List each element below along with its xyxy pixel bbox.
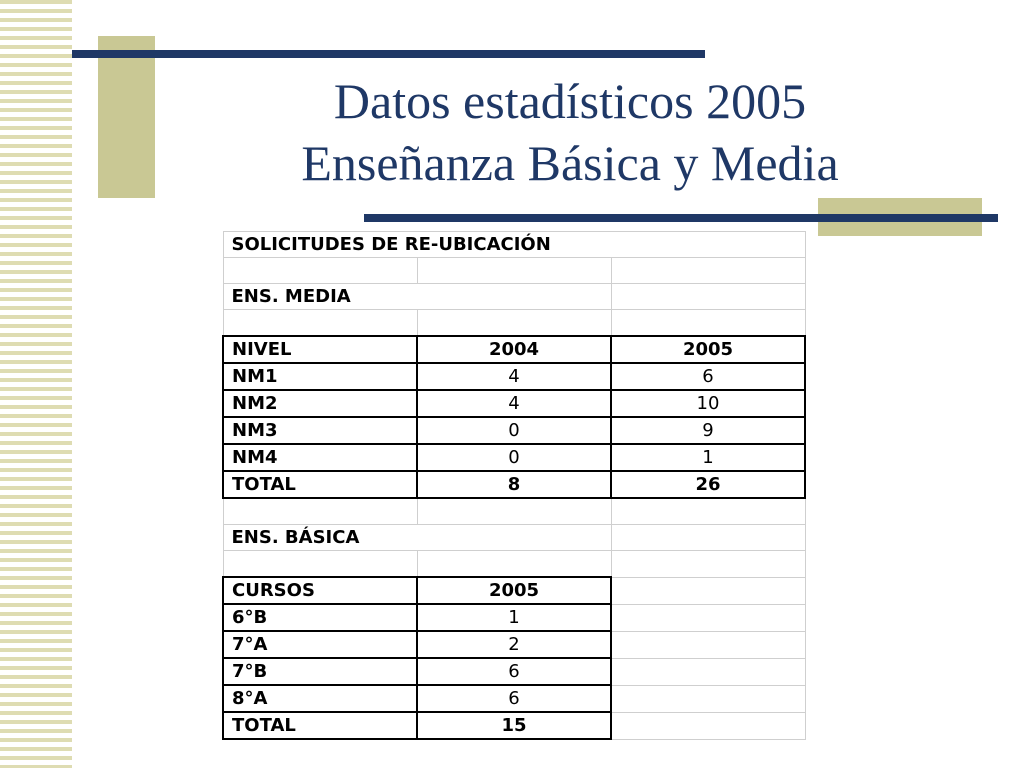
cell-value: 6: [611, 363, 805, 390]
header-cursos: CURSOS: [223, 577, 417, 604]
table-row: [223, 631, 805, 658]
row-label: 7°A: [223, 631, 417, 658]
cell-value: 6: [417, 658, 611, 685]
cell-value: 0: [417, 444, 611, 471]
section-label-media: ENS. MEDIA: [223, 284, 611, 310]
row-label: 6°B: [223, 604, 417, 631]
decorative-bar-bottom: [364, 214, 998, 222]
total-value: 15: [417, 712, 611, 739]
row-label: 7°B: [223, 658, 417, 685]
table-row: [223, 658, 805, 685]
table-row: [223, 444, 805, 471]
empty-row: [223, 551, 805, 578]
cell-value: 10: [611, 390, 805, 417]
header-nivel: NIVEL: [223, 336, 417, 363]
row-label: NM2: [223, 390, 417, 417]
header-2004: 2004: [417, 336, 611, 363]
section-label-basica: ENS. BÁSICA: [223, 525, 611, 551]
cell-value: 4: [417, 390, 611, 417]
cell-value: 1: [417, 604, 611, 631]
table-row: [223, 390, 805, 417]
cell-value: 4: [417, 363, 611, 390]
empty-row: [223, 258, 805, 284]
slide-title-line1: Datos estadísticos 2005: [333, 73, 807, 129]
table-row: [223, 417, 805, 444]
table-row: [223, 685, 805, 712]
table-header-row: [223, 336, 805, 363]
table-total-row: [223, 471, 805, 498]
total-label: TOTAL: [223, 471, 417, 498]
cell-value: 1: [611, 444, 805, 471]
table-row: [223, 363, 805, 390]
table-row: [223, 604, 805, 631]
decorative-stripes: [0, 0, 72, 768]
row-label: NM3: [223, 417, 417, 444]
table-total-row: [223, 712, 805, 739]
empty-row: [223, 498, 805, 525]
row-label: 8°A: [223, 685, 417, 712]
cell-value: 9: [611, 417, 805, 444]
slide-title-line2: Enseñanza Básica y Media: [301, 135, 839, 191]
table-title: SOLICITUDES DE RE-UBICACIÓN: [223, 232, 805, 258]
row-label: NM4: [223, 444, 417, 471]
slide-title: [220, 70, 920, 194]
relocation-table: [222, 231, 806, 740]
header-2005: 2005: [611, 336, 805, 363]
cell-value: 6: [417, 685, 611, 712]
total-value: 8: [417, 471, 611, 498]
header-2005: 2005: [417, 577, 611, 604]
decorative-block-left: [98, 36, 155, 198]
cell-value: 0: [417, 417, 611, 444]
total-label: TOTAL: [223, 712, 417, 739]
total-value: 26: [611, 471, 805, 498]
decorative-bar-top: [72, 50, 705, 58]
table-header-row: [223, 577, 805, 604]
row-label: NM1: [223, 363, 417, 390]
empty-row: [223, 310, 805, 337]
cell-value: 2: [417, 631, 611, 658]
